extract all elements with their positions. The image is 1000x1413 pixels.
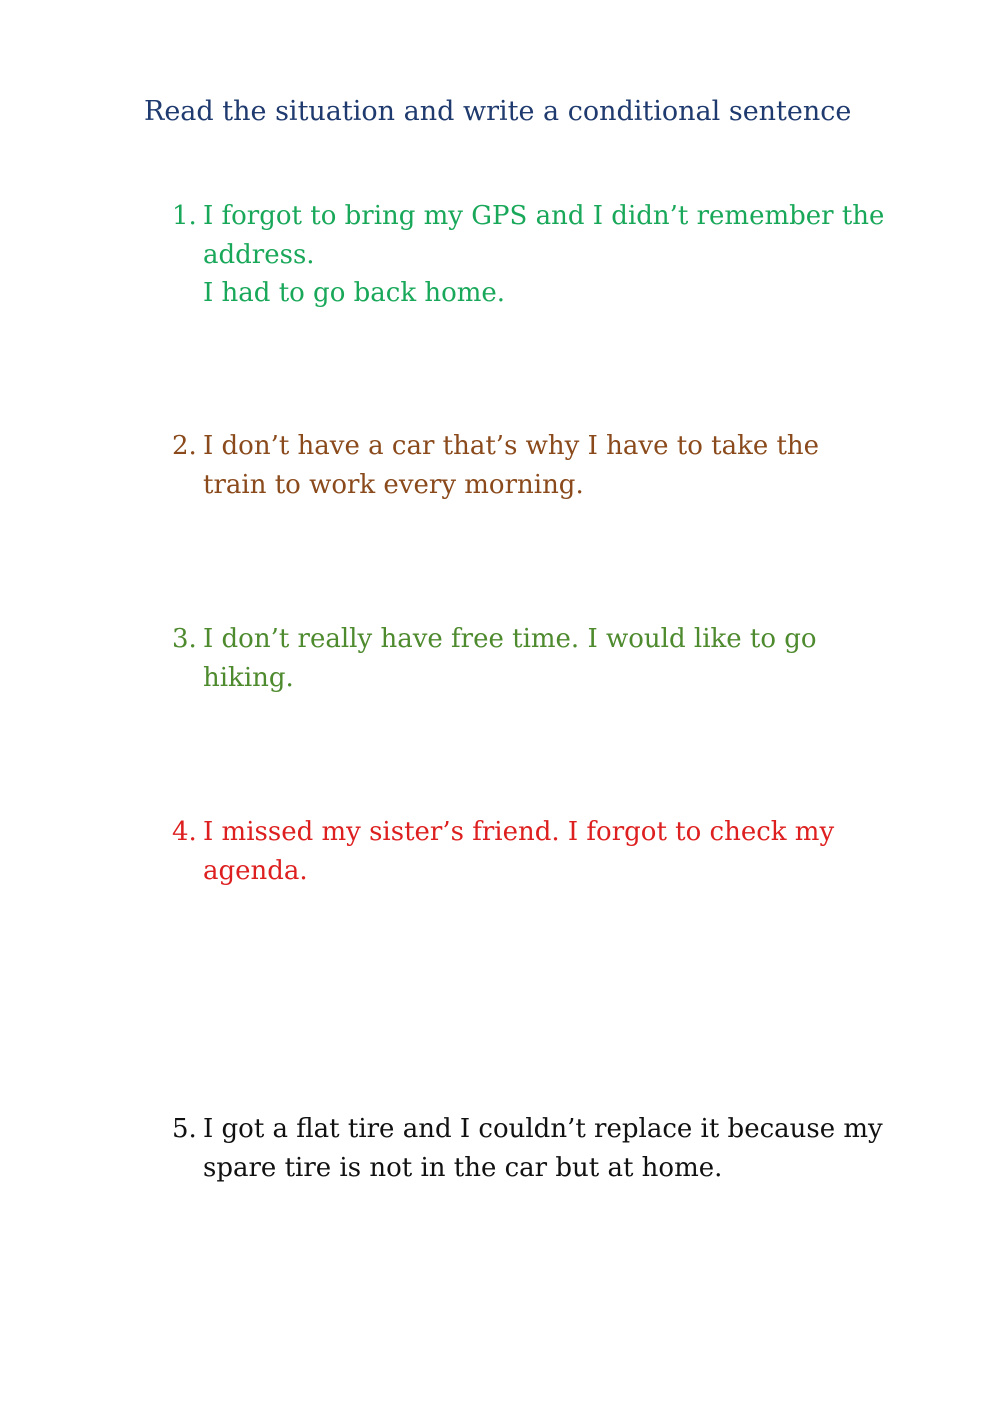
item-line: I forgot to bring my GPS and I didn’t remember the <box>203 201 885 231</box>
item-line: I missed my sister’s friend. I forgot to check my <box>203 817 835 847</box>
item-text <box>203 1110 883 1187</box>
list-item-5 <box>172 1110 883 1187</box>
item-number: 3. <box>172 624 197 654</box>
item-line: address. <box>203 239 315 270</box>
item-number: 4. <box>172 817 197 847</box>
item-line: I don’t really have free time. I would like to go <box>203 624 817 654</box>
item-text <box>203 813 872 890</box>
item-line: train to work every morning. <box>203 469 584 500</box>
item-line: I don’t have a car that’s why I have to take the <box>203 431 820 461</box>
item-number: 2. <box>172 431 197 461</box>
list-item-1 <box>172 197 885 313</box>
item-line: I had to go back home. <box>203 278 506 308</box>
item-text <box>203 197 885 313</box>
item-text <box>203 620 872 697</box>
list-item-3 <box>172 620 872 697</box>
item-number: 1. <box>172 201 197 231</box>
list-item-2 <box>172 427 872 504</box>
item-line: I got a flat tire and I couldn’t replace it because my <box>203 1114 883 1144</box>
item-line: hiking. <box>203 662 294 693</box>
instruction-heading: Read the situation and write a conditional sentence <box>144 96 852 127</box>
item-line: spare tire is not in the car but at home. <box>203 1152 723 1183</box>
item-text <box>203 427 872 504</box>
item-number: 5. <box>172 1114 197 1144</box>
item-line: agenda. <box>203 855 308 886</box>
list-item-4 <box>172 813 872 890</box>
